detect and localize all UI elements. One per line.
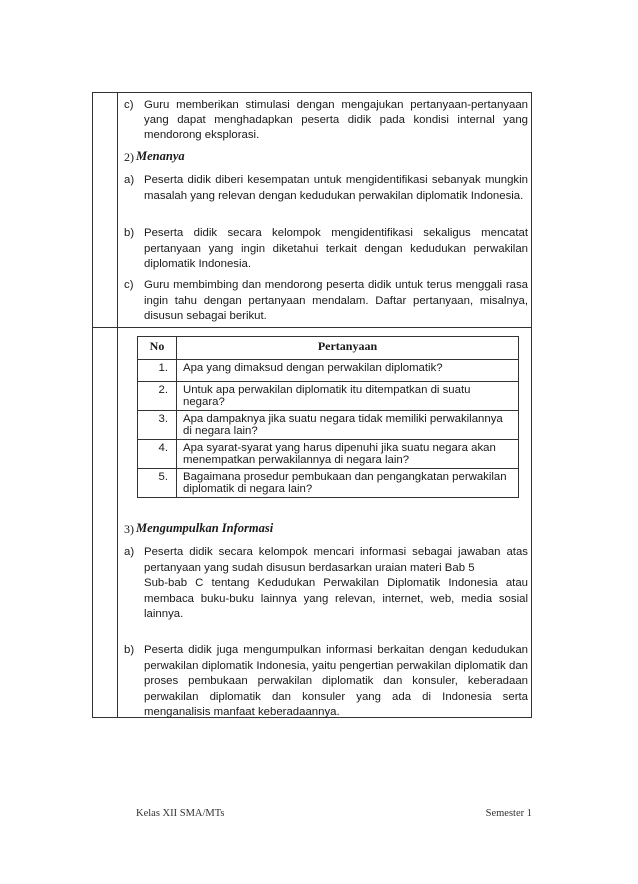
table-row xyxy=(138,360,519,382)
table-row xyxy=(138,411,519,440)
item-text-line: Sub-bab C tentang Kedudukan Perwakilan Diplomatik Indonesia atau membaca buku-buku lainnya yang relevan, internet, web, media sosial lainnya. xyxy=(144,577,528,621)
item-text xyxy=(144,545,528,623)
footer-semester-label: Semester 1 xyxy=(485,808,532,819)
table-row xyxy=(138,440,519,469)
item-text: Peserta didik diberi kesempatan untuk mengidentifikasi sebanyak mungkin masalah yang relevan dengan kedudukan perwakilan diplomatik Indonesia. xyxy=(144,174,528,202)
row-number: 1. xyxy=(138,360,177,382)
step-heading-menanya: Menanya xyxy=(136,149,185,163)
header-no: No xyxy=(138,337,177,360)
header-question: Pertanyaan xyxy=(177,337,519,360)
step-number: 2) xyxy=(124,150,134,164)
item-text-line: Peserta didik juga mengumpulkan informasi berkaitan dengan kedudukan perwakilan diplomatik Indonesia, yaitu pengertian perwakilan diplomatik dan proses pembukaan perwakilan diplomatik dan konsuler, keberadaan perwakilan diplomatik dan konsuler yang ada di Indonesia serta menganalisis manfaat keberadaannya. xyxy=(144,644,528,719)
table-header-row xyxy=(138,337,519,360)
item-text: Guru membimbing dan mendorong peserta didik untuk terus menggali rasa ingin tahu dengan pertanyaan mendalam. Daftar pertanyaan, misalnya, disusun sebagai berikut. xyxy=(144,279,528,323)
row-question: Apa dampaknya jika suatu negara tidak memiliki perwakilannya di negara lain? xyxy=(177,411,519,440)
item-label: b) xyxy=(124,227,135,239)
step-number: 3) xyxy=(124,522,134,536)
row-number: 3. xyxy=(138,411,177,440)
row-number: 5. xyxy=(138,469,177,498)
row-question: Apa yang dimaksud dengan perwakilan diplomatik? xyxy=(177,360,519,382)
item-text: Guru memberikan stimulasi dengan mengajukan pertanyaan-pertanyaan yang dapat menghadapkan peserta didik pada kondisi internal yang mendorong eksplorasi. xyxy=(144,99,528,141)
row-question: Bagaimana prosedur pembukaan dan pengangkatan perwakilan diplomatik di negara lain? xyxy=(177,469,519,498)
item-label: c) xyxy=(124,99,134,111)
row-divider xyxy=(92,327,532,328)
column-divider xyxy=(117,92,118,718)
item-text xyxy=(144,643,528,721)
table-row xyxy=(138,382,519,411)
step1-item-c xyxy=(124,98,528,144)
row-question: Apa syarat-syarat yang harus dipenuhi jika suatu negara akan menempatkan perwakilannya di negara lain? xyxy=(177,440,519,469)
item-text-line: Peserta didik secara kelompok mencari informasi sebagai jawaban atas pertanyaan yang sudah disusun berdasarkan uraian materi Bab 5 xyxy=(144,546,528,574)
row-question: Untuk apa perwakilan diplomatik itu ditempatkan di suatu negara? xyxy=(177,382,519,411)
item-text: Peserta didik secara kelompok mengidentifikasi sekaligus mencatat pertanyaan yang ingin diketahui terkait dengan kedudukan perwakilan diplomatik Indonesia. xyxy=(144,227,528,271)
step-heading-mengumpulkan-informasi: Mengumpulkan Informasi xyxy=(136,521,274,535)
item-label: a) xyxy=(124,546,135,558)
item-label: b) xyxy=(124,644,135,656)
table-row xyxy=(138,469,519,498)
row-number: 4. xyxy=(138,440,177,469)
footer-class-label: Kelas XII SMA/MTs xyxy=(136,808,225,819)
item-label: a) xyxy=(124,174,135,186)
row-number: 2. xyxy=(138,382,177,411)
item-label: c) xyxy=(124,279,134,291)
question-table xyxy=(137,336,519,498)
